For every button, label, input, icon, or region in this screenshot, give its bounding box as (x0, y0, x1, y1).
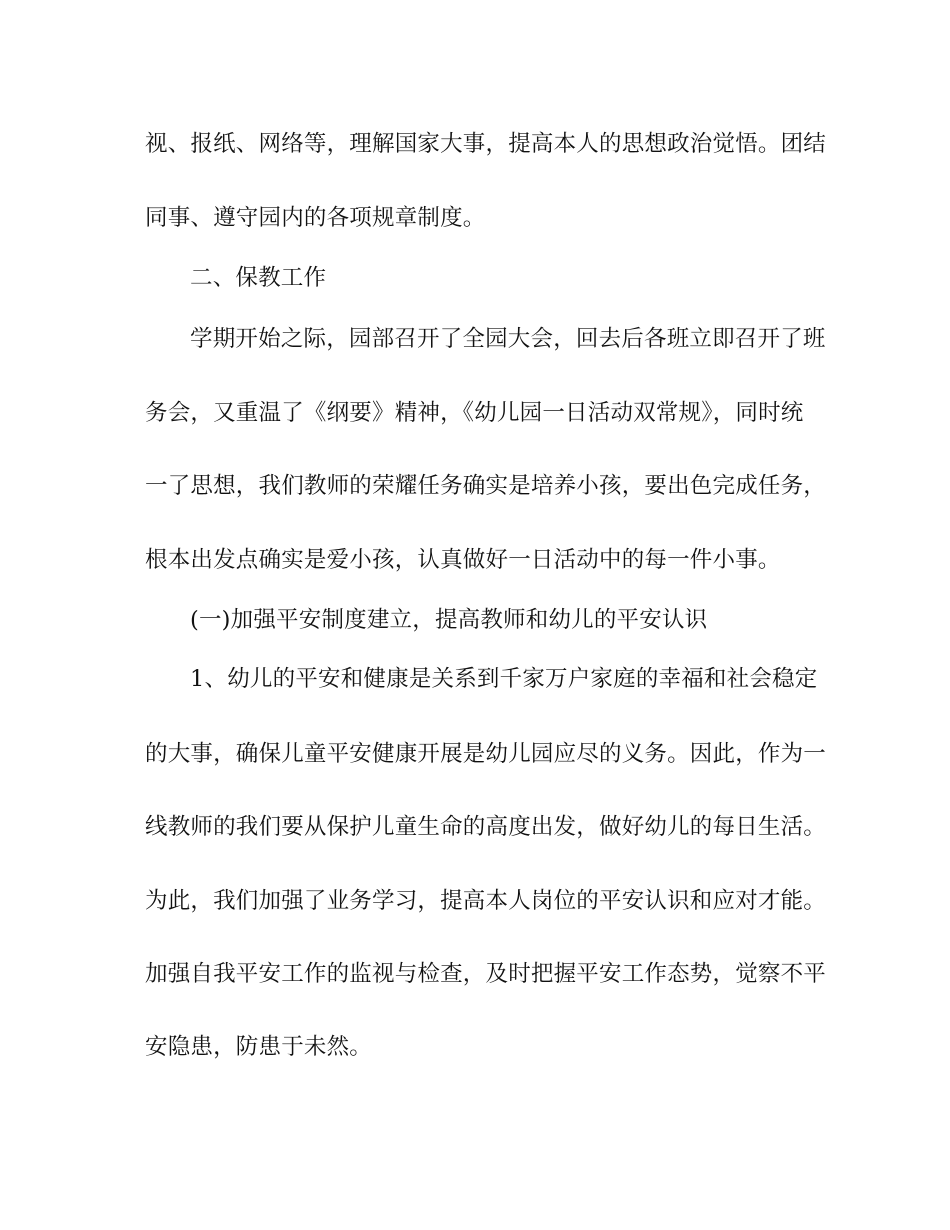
text-line: 安隐患，防患于未然。 (145, 1034, 373, 1060)
text-line: 加强自我平安工作的监视与检查，及时把握平安工作态势，觉察不平 (145, 961, 827, 987)
text-line: 1、幼儿的平安和健康是关系到千家万户家庭的幸福和社会稳定 (190, 666, 818, 692)
text-line: 视、报纸、网络等，理解国家大事，提高本人的思想政治觉悟。团结 (145, 131, 827, 157)
text-line: 务会，又重温了《纲要》精神，《幼儿园一日活动双常规》，同时统 (145, 400, 804, 426)
section-heading: 二、保教工作 (190, 265, 327, 291)
text-line: 根本出发点确实是爱小孩，认真做好一日活动中的每一件小事。 (145, 547, 781, 573)
subsection-heading: (一)加强平安制度建立，提高教师和幼儿的平安认识 (190, 607, 708, 633)
text-line: 的大事，确保儿童平安健康开展是幼儿园应尽的义务。因此，作为一 (145, 741, 827, 767)
text-line: 线教师的我们要从保护儿童生命的高度出发，做好幼儿的每日生活。 (145, 814, 827, 840)
text-line: 一了思想，我们教师的荣耀任务确实是培养小孩，要出色完成任务， (145, 473, 827, 499)
text-line: 为此，我们加强了业务学习，提高本人岗位的平安认识和应对才能。 (145, 888, 827, 914)
text-line: 同事、遵守园内的各项规章制度。 (145, 205, 486, 231)
text-line: 学期开始之际，园部召开了全园大会，回去后各班立即召开了班 (190, 326, 826, 352)
